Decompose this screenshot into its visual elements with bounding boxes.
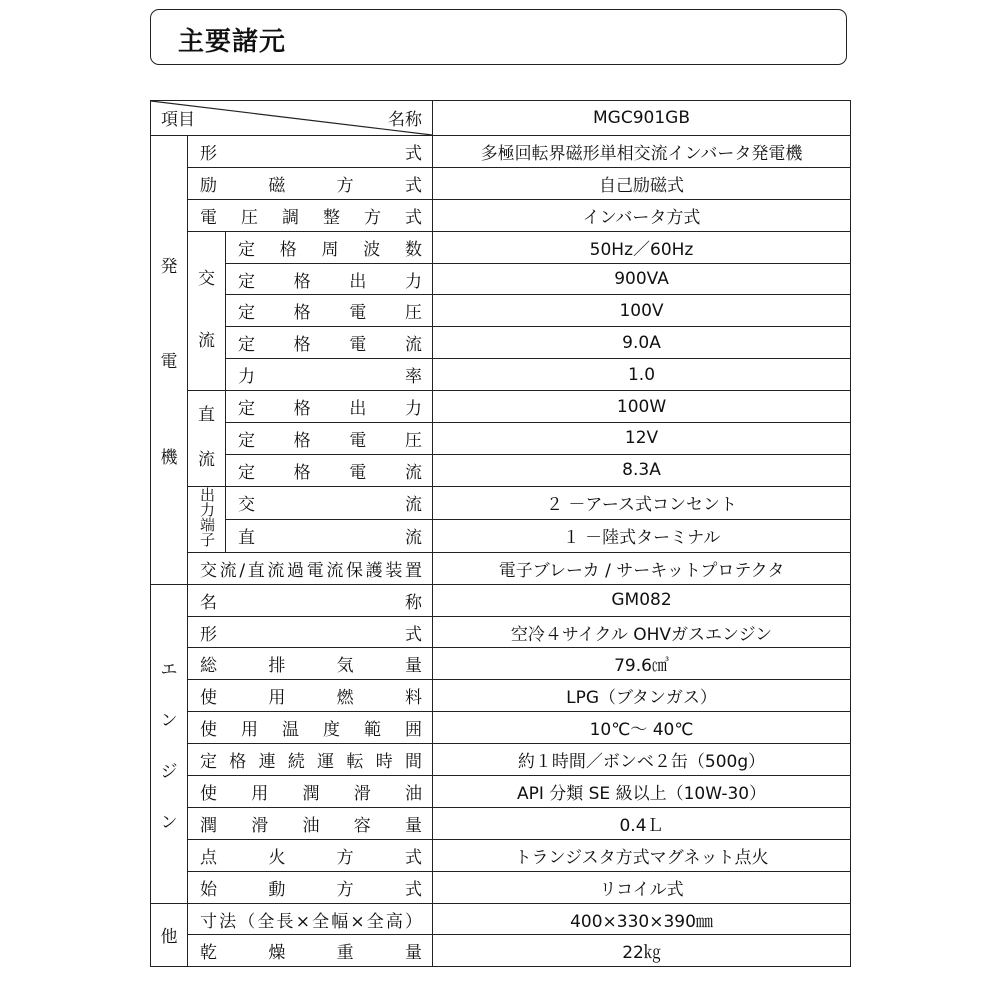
spec-value: LPG（ブタンガス） (433, 680, 851, 712)
spec-label: 定格電圧 (226, 295, 433, 327)
group-cell (151, 584, 188, 903)
table-row (151, 839, 851, 871)
subgroup-label: 出力端子 (198, 486, 216, 547)
char: 直 (198, 405, 215, 426)
char: 電 (160, 352, 178, 373)
group-label (151, 642, 187, 846)
subgroup-cell (188, 391, 226, 487)
table-row (151, 744, 851, 776)
spec-label: 潤滑油容量 (188, 807, 433, 839)
subgroup-label (188, 268, 225, 352)
char: 流 (198, 331, 215, 352)
spec-value: 1.0 (433, 359, 851, 391)
subgroup-cell (188, 486, 226, 552)
subgroup-label (188, 407, 225, 470)
spec-value: １ －陸式ターミナル (433, 519, 851, 552)
table-row (151, 199, 851, 231)
table-row (151, 712, 851, 744)
spec-value: 空冷４サイクル OHVガスエンジン (433, 616, 851, 648)
table-row (151, 584, 851, 616)
spec-value: 22㎏ (433, 935, 851, 967)
spec-label: 交流 (226, 486, 433, 519)
section-title: 主要諸元 (178, 27, 287, 57)
spec-label: 励磁方式 (188, 167, 433, 199)
spec-value: リコイル式 (433, 871, 851, 903)
table-row (151, 871, 851, 903)
table-row (151, 167, 851, 199)
spec-value: GM082 (433, 584, 851, 616)
table-row (151, 807, 851, 839)
table-row (151, 136, 851, 168)
table-row (151, 263, 851, 295)
table-row (151, 391, 851, 423)
spec-label: 定格電流 (226, 454, 433, 486)
spec-value: 100W (433, 391, 851, 423)
char: 発 (160, 257, 178, 278)
header-row (151, 101, 851, 136)
spec-value: API 分類 SE 級以上（10W-30） (433, 776, 851, 808)
group-cell (151, 903, 188, 967)
spec-value: 100V (433, 295, 851, 327)
spec-label: 形式 (188, 616, 433, 648)
spec-value: 79.6㎤ (433, 648, 851, 680)
table-row (151, 423, 851, 455)
spec-value: インバータ方式 (433, 199, 851, 231)
table-row (151, 519, 851, 552)
spec-value: 50Hz／60Hz (433, 231, 851, 263)
table-row (151, 935, 851, 967)
spec-label: 定格連続運転時間 (188, 744, 433, 776)
char: 交 (198, 268, 215, 289)
group-label (151, 909, 187, 962)
spec-value: トランジスタ方式マグネット点火 (433, 839, 851, 871)
spec-label: 形式 (188, 136, 433, 168)
spec-label: 始動方式 (188, 871, 433, 903)
spec-value: 9.0A (433, 327, 851, 359)
spec-label: 力率 (226, 359, 433, 391)
section-title-box (150, 9, 847, 65)
char: ン (160, 710, 178, 731)
spec-label: 定格出力 (226, 391, 433, 423)
table-row (151, 231, 851, 263)
spec-label: 電圧調整方式 (188, 199, 433, 231)
spec-value: 0.4Ｌ (433, 807, 851, 839)
table-row (151, 486, 851, 519)
spec-label: 定格周波数 (226, 231, 433, 263)
spec-value: ２ －アース式コンセント (433, 486, 851, 519)
spec-label: 総排気量 (188, 648, 433, 680)
spec-label: 名称 (188, 584, 433, 616)
table-row (151, 454, 851, 486)
spec-value: 8.3A (433, 454, 851, 486)
spec-value: 10℃～ 40℃ (433, 712, 851, 744)
spec-label: 定格電流 (226, 327, 433, 359)
subgroup-cell (188, 231, 226, 390)
spec-value: 約１時間／ボンベ２缶（500g） (433, 744, 851, 776)
spec-label: 定格出力 (226, 263, 433, 295)
spec-value: 自己励磁式 (433, 167, 851, 199)
spec-value: 400×330×390㎜ (433, 903, 851, 935)
spec-label: 使用温度範囲 (188, 712, 433, 744)
header-diagonal-cell (151, 101, 433, 136)
table-row (151, 552, 851, 584)
char: ジ (160, 761, 178, 782)
spec-label: 点火方式 (188, 839, 433, 871)
char: 流 (198, 449, 215, 470)
header-item: 項目 (161, 110, 195, 130)
spec-value: 900VA (433, 263, 851, 295)
char: 他 (160, 927, 178, 948)
spec-label: 使用潤滑油 (188, 776, 433, 808)
header-model: MGC901GB (433, 101, 851, 136)
spec-label: 交流/直流過電流保護装置 (188, 552, 433, 584)
spec-value: 多極回転界磁形単相交流インバータ発電機 (433, 136, 851, 168)
char: ン (160, 812, 178, 833)
char: エ (160, 659, 178, 680)
table-row (151, 903, 851, 935)
spec-table (150, 100, 851, 967)
spec-label: 使用燃料 (188, 680, 433, 712)
char: 機 (160, 447, 178, 468)
spec-label: 直流 (226, 519, 433, 552)
spec-label: 乾燥重量 (188, 935, 433, 967)
table-row (151, 680, 851, 712)
table-row (151, 776, 851, 808)
spec-value: 電子ブレーカ / サーキットプロテクタ (433, 552, 851, 584)
table-row (151, 648, 851, 680)
spec-label: 定格電圧 (226, 423, 433, 455)
table-row (151, 327, 851, 359)
table-row (151, 295, 851, 327)
group-label (151, 217, 187, 503)
group-cell (151, 136, 188, 585)
spec-value: 12V (433, 423, 851, 455)
table-row (151, 616, 851, 648)
header-name: 名称 (388, 110, 423, 130)
spec-label: 寸法（全長×全幅×全高） (188, 903, 433, 935)
table-row (151, 359, 851, 391)
